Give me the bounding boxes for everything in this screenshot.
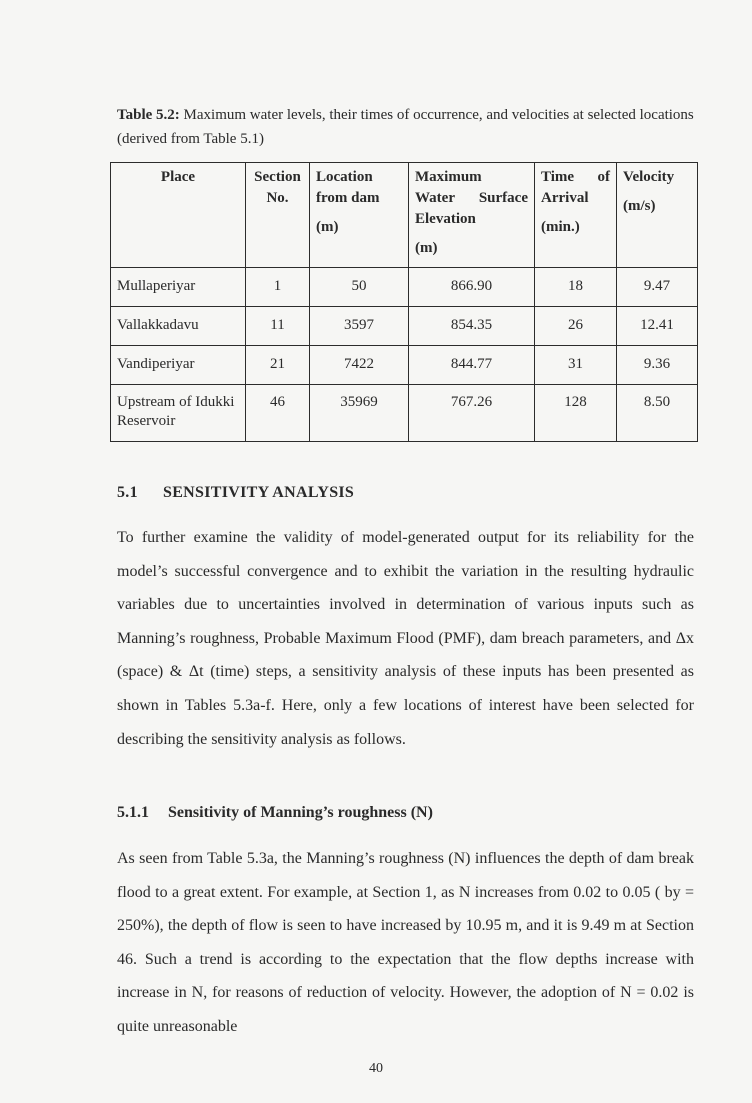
- cell-velocity: 12.41: [617, 307, 698, 346]
- table-row: [111, 385, 698, 442]
- header-section: Section No.: [246, 163, 310, 268]
- cell-velocity: 9.36: [617, 346, 698, 385]
- cell-place: Mullaperiyar: [111, 268, 246, 307]
- cell-section: 21: [246, 346, 310, 385]
- section-heading: [117, 484, 354, 502]
- header-max-elevation: Maximum Water Surface Elevation (m): [409, 163, 535, 268]
- results-table: [110, 162, 698, 442]
- cell-elevation: 866.90: [409, 268, 535, 307]
- subsection-number: 5.1.1: [117, 804, 149, 821]
- page-number: 40: [369, 1061, 383, 1076]
- cell-velocity: 8.50: [617, 385, 698, 442]
- section-title: SENSITIVITY ANALYSIS: [163, 484, 355, 501]
- cell-place: Vandiperiyar: [111, 346, 246, 385]
- cell-place: Vallakkadavu: [111, 307, 246, 346]
- cell-place: Upstream of Idukki Reservoir: [111, 385, 246, 442]
- table-row: [111, 307, 698, 346]
- cell-location: 3597: [310, 307, 409, 346]
- section-paragraph: To further examine the validity of model-generated output for its reliability for the model’s successful convergence and to exhibit the variation in the resulting hydraulic variables due to uncertainties involved in determination of various inputs such as Manning’s roughness, Probable Maximum Flood (PMF), dam breach parameters, and Δx (space) & Δt (time) steps, a sensitivity analysis of these inputs has been presented as shown in Tables 5.3a-f. Here, only a few locations of interest have been selected for describing the sensitivity analysis as follows.: [117, 529, 694, 748]
- cell-elevation: 844.77: [409, 346, 535, 385]
- cell-section: 11: [246, 307, 310, 346]
- cell-location: 7422: [310, 346, 409, 385]
- table-header-row: [111, 163, 698, 268]
- cell-elevation: 854.35: [409, 307, 535, 346]
- header-velocity: Velocity (m/s): [617, 163, 698, 268]
- cell-time: 26: [535, 307, 617, 346]
- header-place: Place: [111, 163, 246, 268]
- table-caption-label: Table 5.2:: [117, 107, 180, 123]
- subsection-heading: [117, 804, 433, 822]
- cell-time: 31: [535, 346, 617, 385]
- table-row: [111, 346, 698, 385]
- header-time-of-arrival: Time of Arrival (min.): [535, 163, 617, 268]
- cell-velocity: 9.47: [617, 268, 698, 307]
- section-number: 5.1: [117, 484, 138, 501]
- cell-location: 35969: [310, 385, 409, 442]
- subsection-paragraph: As seen from Table 5.3a, the Manning’s roughness (N) influences the depth of dam break flood to a great extent. For example, at Section 1, as N increases from 0.02 to 0.05 ( by = 250%), the depth of flow is seen to have increased by 10.95 m, and it is 9.49 m at Section 46. Such a trend is according to the expectation that the flow depths increase with increase in N, for reasons of reduction of velocity. However, the adoption of N = 0.02 is quite unreasonable: [117, 850, 694, 1035]
- cell-elevation: 767.26: [409, 385, 535, 442]
- cell-time: 18: [535, 268, 617, 307]
- cell-section: 46: [246, 385, 310, 442]
- cell-time: 128: [535, 385, 617, 442]
- table-caption-text: Maximum water levels, their times of occurrence, and velocities at selected locations (derived from Table 5.1): [117, 107, 694, 147]
- subsection-title: Sensitivity of Manning’s roughness (N): [168, 804, 433, 821]
- header-location: Location from dam (m): [310, 163, 409, 268]
- table-row: [111, 268, 698, 307]
- cell-location: 50: [310, 268, 409, 307]
- cell-section: 1: [246, 268, 310, 307]
- table-caption: [117, 103, 697, 151]
